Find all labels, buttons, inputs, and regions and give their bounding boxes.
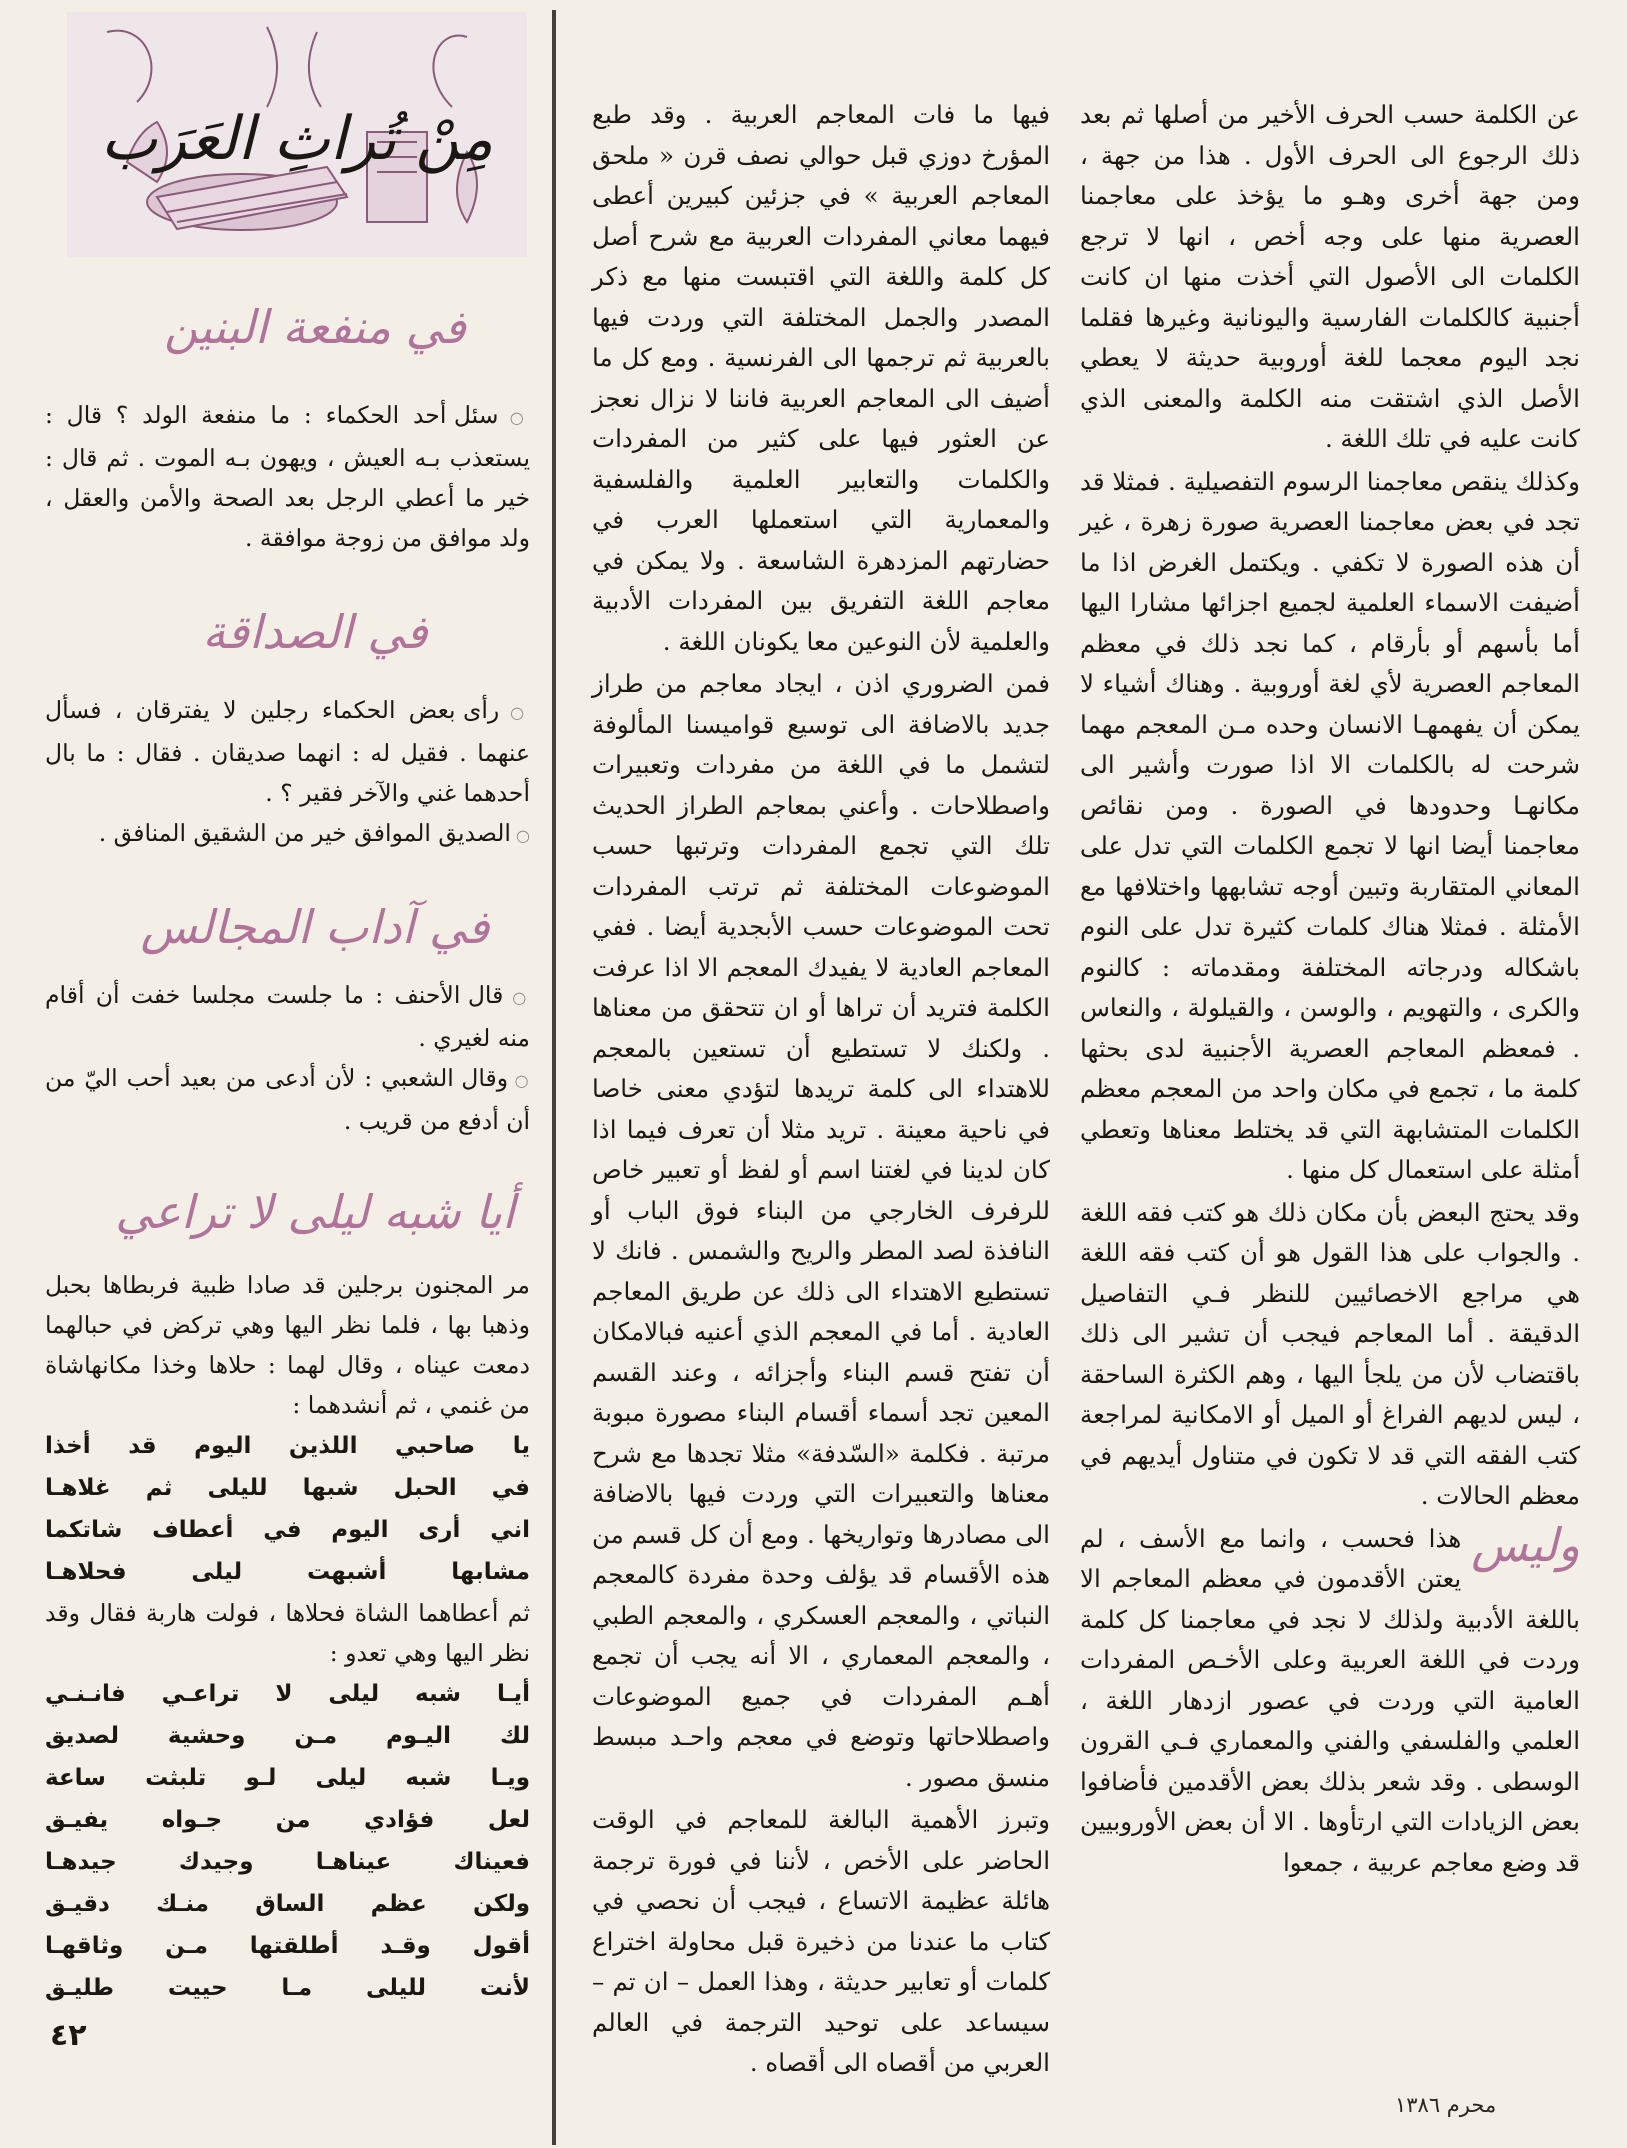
article-paragraph: فيها ما فات المعاجم العربية . وقد طبع المؤرخ دوزي قبل حوالي نصف قرن « ملحق المعاجم العربية » في جزئين كبيرين أعطى فيهما معاني المفردات العربية مع شرح أصل كل كلمة واللغة التي اقتبست منها مع ذكر المصدر والجمل المختلفة التي وردت فيها بالعربية ثم ترجمها الى الفرنسية . ومع كل ما أضيف الى المعاجم العربية فاننا لا نزال نعجز عن العثور فيها على كثير من المفردات والكلمات والتعابير العلمية والفلسفية والمعمارية التي استعملها العرب في حضارتهم المزدهرة الشاسعة . ولا يمكن في معاجم اللغة التفريق بين المفردات الأدبية والعلمية لأن النوعين معا يكونان اللغة . xyxy=(592,100,1050,656)
section-heading: أيا شبه ليلى لا تراعي xyxy=(115,1185,515,1239)
bullet-icon: ○ xyxy=(499,703,531,722)
bullet-icon: ○ xyxy=(503,988,531,1007)
article-column-right xyxy=(1080,95,1580,2080)
verse-line: لأنت لليلى مـا حييت طليـق xyxy=(45,1975,530,2001)
verse-line: فعيناك عيناهـا وجيدك جيدهـا xyxy=(45,1849,530,1875)
anecdote xyxy=(45,395,530,558)
article-paragraph: وقد يحتج البعض بأن مكان ذلك هو كتب فقه اللغة . والجواب على هذا القول هو أن كتب فقه اللغة هي مراجع الاخصائيين للنظر فـي التفاصيل الدقيقة . أما المعاجم فيجب أن تشير الى ذلك باقتضاب لأن من يلجأ اليها ، وهم الكثرة الساحقة ، ليس لديهم الفراغ أو الميل أو الامكانية لمراجعة كتب الفقه التي قد لا تكون في متناول أيديهم في معظم الحالات . xyxy=(1080,1197,1580,1510)
anecdote-text: وقال الشعبي : لأن أدعى من بعيد أحب اليّ من أن أدفع من قريب . xyxy=(45,1064,530,1135)
article-paragraph: وكذلك ينقص معاجمنا الرسوم التفصيلية . فمثلا قد تجد في بعض معاجمنا العصرية صورة زهرة ، غير أن هذه الصورة لا تكفي . ويكتمل الغرض اذا ما أضيفت الاسماء العلمية لجميع اجزائها مشارا اليها أما بأسهم أو بأرقام ، كما نجد ذلك في معظم المعاجم العصرية لأي لغة أوروبية . وهناك أشياء لا يمكن أن يفهمهـا الانسان وحده مـن المعجم مهما شرحت له بالكلمات الا اذا صورت وأشير الى مكانهـا وحدودها في الصورة . ومن نقائص معاجمنا أيضا انها لا تجمع الكلمات التي تدل على المعاني المتقاربة وتبين أوجه تشابهها واختلافها مع الأمثلة . فمثلا هناك كلمات كثيرة تدل على النوم باشكاله ودرجاته المختلفة ومقدماته : كالنوم والكرى ، والتهويم ، والوسن ، والقيلولة ، والنعاس . فمعظم المعاجم العصرية الأجنبية لدى بحثها كلمة ما ، تجمع في مكان واحد من المعجم معظم الكلمات المتشابهة التي قد يختلط معناها وتعطي أمثلة على استعمال كل منها . xyxy=(1080,466,1580,1184)
drop-word: وليس xyxy=(1471,1517,1580,1572)
anecdote xyxy=(45,975,530,1058)
bullet-icon: ○ xyxy=(510,826,530,845)
verse-line: اني أرى اليوم في أعطاف شاتكما xyxy=(45,1517,530,1543)
column-divider xyxy=(552,10,556,2145)
story-intro: مر المجنون برجلين قد صادا ظبية فربطاها بحبل وذهبا بها ، فلما نظر اليها وهي تركض في حبالهما دمعت عيناه ، وقال لهما : حلاها وخذا مكانهاشاة من غنمي ، ثم أنشدهما : xyxy=(45,1271,530,1419)
verse-line: أيـا شبه ليلى لا تراعـي فانـنـي xyxy=(45,1681,530,1707)
bullet-icon: ○ xyxy=(498,408,531,427)
anecdote-text: رأى بعض الحكماء رجلين لا يفترقان ، فسأل عنهما . فقيل له : انهما صديقان . فقال : ما بال أحدهما غني والآخر فقير ؟ . xyxy=(45,696,530,807)
heritage-title: مِنْ تُراثِ العَرَب xyxy=(100,104,494,174)
section-body xyxy=(45,1265,530,2009)
bullet-icon: ○ xyxy=(508,1071,531,1090)
anecdote xyxy=(45,1058,530,1141)
anecdote-text: قال الأحنف : ما جلست مجلسا خفت أن أقام منه لغيري . xyxy=(45,981,530,1052)
section-heading: في الصداقة xyxy=(202,605,428,659)
anecdote xyxy=(45,813,530,856)
section-body xyxy=(45,395,530,558)
verse-line: مشابها أشبهت ليلى فحلاهـا xyxy=(45,1559,530,1585)
verse-line: لك اليـوم مـن وحشية لصديق xyxy=(45,1723,530,1749)
section-body xyxy=(45,690,530,856)
verse-line: يا صاحبي اللذين اليوم قد أخذا xyxy=(45,1433,530,1459)
issue-date: محرم ١٣٨٦ xyxy=(1395,2093,1497,2117)
section-heading: في آداب المجالس xyxy=(140,900,490,954)
article-paragraph: عن الكلمة حسب الحرف الأخير من أصلها ثم بعد ذلك الرجوع الى الحرف الأول . هذا من جهة ، ومن جهة أخرى وهـو ما يؤخذ على معاجمنا العصرية منها على وجه أخص ، انها لا ترجع الكلمات الى الأصول التي أخذت منها ان كانت أجنبية كالكلمات الفارسية واليونانية وغيرها فقلما نجد اليوم معجما للغة أوروبية حديثة لا يعطي الأصل الذي اشتقت منه الكلمة والمعنى الذي كانت عليه في تلك اللغة . xyxy=(1080,100,1580,453)
anecdote xyxy=(45,690,530,813)
verse-line: لعل فؤادي من جـواه يفيـق xyxy=(45,1807,530,1833)
page-number: ٤٢ xyxy=(50,2018,87,2053)
heritage-banner xyxy=(67,12,527,257)
verse-line: ويـا شبه ليلى لـو تلبثت ساعة xyxy=(45,1765,530,1791)
article-paragraph: هذا فحسب ، وانما مع الأسف ، لم يعتن الأقدمون في معظم المعاجم الا باللغة الأدبية ولذلك لا نجد في معاجمنا كل كلمة وردت في اللغة العربية وعلى الأخـص المفردات العامية التي وردت في عصور ازدهار اللغة ، العلمي والفلسفي والفني والمعماري فـي القرون الوسطى . وقد شعر بذلك بعض الأقدمين فأضافوا بعض الزيادات التي ارتأوها . الا أن بعض الأوروبيين قد وضع معاجم عربية ، جمعوا xyxy=(1080,1523,1580,1877)
heritage-column xyxy=(45,0,530,2148)
story-middle: ثم أعطاهما الشاة فحلاها ، فولت هاربة فقال وقد نظر اليها وهي تعدو : xyxy=(45,1599,530,1667)
article-paragraph: وتبرز الأهمية البالغة للمعاجم في الوقت الحاضر على الأخص ، لأننا في فورة ترجمة هائلة عظيمة الاتساع ، فيجب أن نحصي في كتاب ما عندنا من ذخيرة قبل محاولة اختراع كلمات أو تعابير حديثة ، وهذا العمل – ان تم – سيساعد على توحيد الترجمة في العالم العربي من أقصاه الى أقصاه . xyxy=(592,1805,1050,2077)
anecdote-text: الصديق الموافق خير من الشقيق المنافق . xyxy=(98,819,511,847)
article-paragraph: فمن الضروري اذن ، ايجاد معاجم من طراز جديد بالاضافة الى توسيع قواميسنا المألوفة لتشمل ما في اللغة من مفردات وتعبيرات واصطلاحات . وأعني بمعاجم الطراز الحديث تلك التي تجمع المفردات وترتبها حسب الموضوعات المختلفة ثم ترتب المفردات تحت الموضوعات حسب الأبجدية أيضا . ففي المعاجم العادية لا يفيدك المعجم الا اذا عرفت الكلمة فتريد أن تراها أو ان تتحقق من معناها . ولكنك لا تستطيع أن تستعين بالمعجم للاهتداء الى كلمة تريدها لتؤدي معنى خاصا في ناحية معينة . تريد مثلا أن تعرف فيما اذا كان لدينا في لغتنا اسم أو لفظ أو تعبير خاص للرفرف الخارجي من البناء فوق الباب أو النافذة لصد المطر والريح والشمس . فانك لا تستطيع الاهتداء الى ذلك عن طريق المعاجم العادية . أما في المعجم الذي أعنيه فبالامكان أن تفتح قسم البناء وأجزائه ، وعند القسم المعين تجد أسماء أقسام البناء مصورة مبوبة مرتبة . فكلمة «السّدفة» مثلا تجدها مع شرح معناها والتعبيرات التي وردت فيها بالاضافة الى مصادرها وتواريخها . ومع أن كل قسم من هذه الأقسام قد يؤلف وحدة مفردة كالمعجم النباتي ، والمعجم العسكري ، والمعجم الطبي ، والمعجم المعماري ، الا أنه يجب أن تجمع أهـم المفردات في جميع الموضوعات واصطلاحاتها وتوضع في معجم واحـد مبسط منسق مصور . xyxy=(592,669,1050,1792)
section-body xyxy=(45,975,530,1141)
section-heading: في منفعة البنين xyxy=(164,300,466,354)
verse-line: ولكن عظم الساق منـك دقيـق xyxy=(45,1891,530,1917)
article-column-middle xyxy=(592,95,1050,2080)
verse-line: في الحبل شبها لليلى ثم غلاهـا xyxy=(45,1475,530,1501)
anecdote-text: سئل أحد الحكماء : ما منفعة الولد ؟ قال : يستعذب بـه العيش ، ويهون بـه الموت . ثم قال : خير ما أعطي الرجل بعد الصحة والأمن والعقل ، ولد موافق من زوجة موافقة . xyxy=(45,401,530,552)
verse-line: أقول وقـد أطلقتها مـن وثاقهـا xyxy=(45,1933,530,1959)
article-paragraph-with-dropword xyxy=(1080,1519,1580,1884)
